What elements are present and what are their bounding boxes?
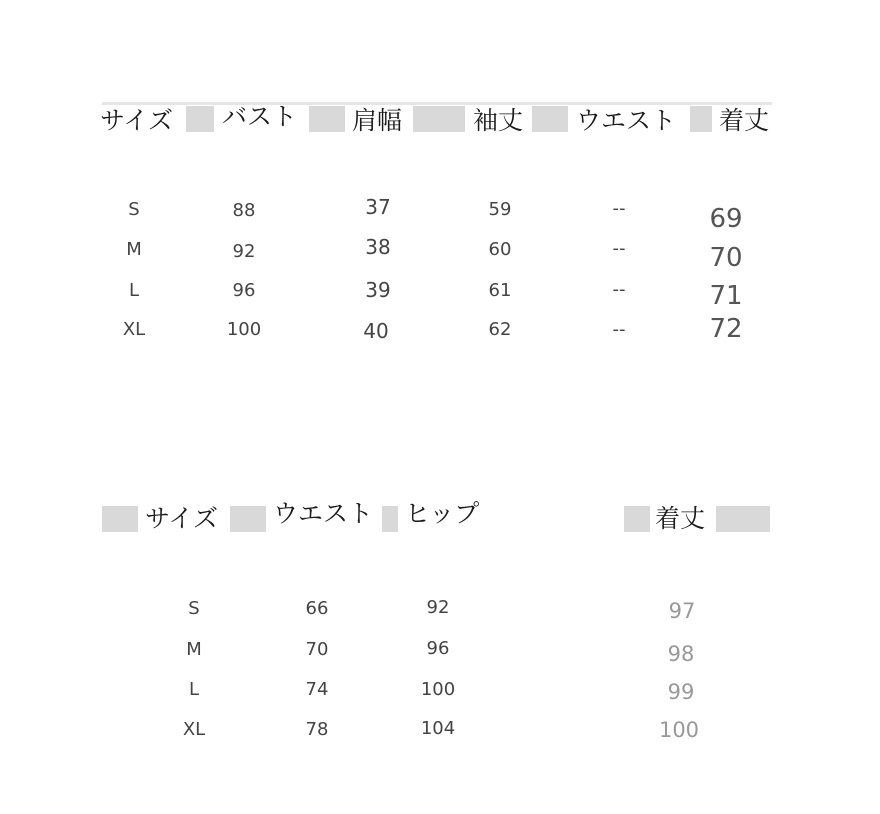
header-separator: [413, 106, 465, 132]
hip-cell: 96: [426, 638, 450, 659]
shoulder-cell: 38: [365, 235, 391, 259]
sleeve-cell: 62: [488, 319, 512, 340]
size-cell: M: [186, 639, 202, 660]
sleeve-cell: 60: [488, 239, 512, 260]
header-waist: ウエスト: [576, 106, 677, 135]
bust-cell: 88: [232, 200, 256, 221]
waist-cell: 74: [305, 679, 329, 700]
size-cell: L: [188, 679, 200, 700]
length-cell: 70: [709, 243, 743, 273]
length-cell: 100: [658, 718, 700, 742]
header-size: サイズ: [100, 106, 174, 135]
shoulder-cell: 40: [363, 319, 389, 343]
sleeve-cell: 61: [488, 280, 512, 301]
length-cell: 98: [667, 642, 695, 666]
header-hip: ヒップ: [405, 499, 480, 528]
header-separator: [309, 106, 345, 132]
header-shoulder: 肩幅: [352, 106, 403, 135]
shoulder-cell: 39: [365, 278, 391, 302]
header-separator: [716, 506, 770, 532]
waist-cell: 66: [305, 598, 329, 619]
size-cell: XL: [122, 319, 146, 340]
header-sleeve: 袖丈: [473, 106, 524, 135]
header-separator: [230, 506, 266, 532]
sleeve-cell: 59: [488, 199, 512, 220]
size-cell: S: [188, 598, 200, 619]
size-cell: M: [126, 239, 142, 260]
waist-cell: --: [612, 279, 626, 300]
length-cell: 97: [668, 599, 696, 623]
header-separator: [624, 506, 650, 532]
length-cell: 69: [709, 204, 743, 234]
header-waist: ウエスト: [273, 499, 374, 528]
size-cell: XL: [182, 719, 206, 740]
waist-cell: --: [612, 198, 626, 219]
header-separator: [102, 506, 138, 532]
hip-cell: 92: [426, 597, 450, 618]
header-separator: [102, 102, 772, 105]
waist-cell: 78: [305, 719, 329, 740]
header-bust: バスト: [222, 102, 298, 131]
header-separator: [382, 506, 398, 532]
size-cell: S: [128, 199, 140, 220]
size-cell: L: [128, 280, 140, 301]
hip-cell: 104: [420, 718, 456, 739]
length-cell: 71: [709, 281, 743, 311]
header-separator: [690, 106, 712, 132]
header-length: 着丈: [655, 504, 706, 533]
header-separator: [186, 106, 214, 132]
header-separator: [532, 106, 568, 132]
hip-cell: 100: [420, 679, 456, 700]
bust-cell: 92: [232, 241, 256, 262]
waist-cell: 70: [305, 639, 329, 660]
header-length: 着丈: [719, 106, 770, 135]
waist-cell: --: [612, 319, 626, 340]
bust-cell: 100: [226, 319, 262, 340]
waist-cell: --: [612, 238, 626, 259]
shoulder-cell: 37: [365, 195, 391, 219]
header-size: サイズ: [145, 504, 219, 533]
bust-cell: 96: [232, 280, 256, 301]
length-cell: 72: [709, 314, 743, 344]
length-cell: 99: [667, 680, 695, 704]
